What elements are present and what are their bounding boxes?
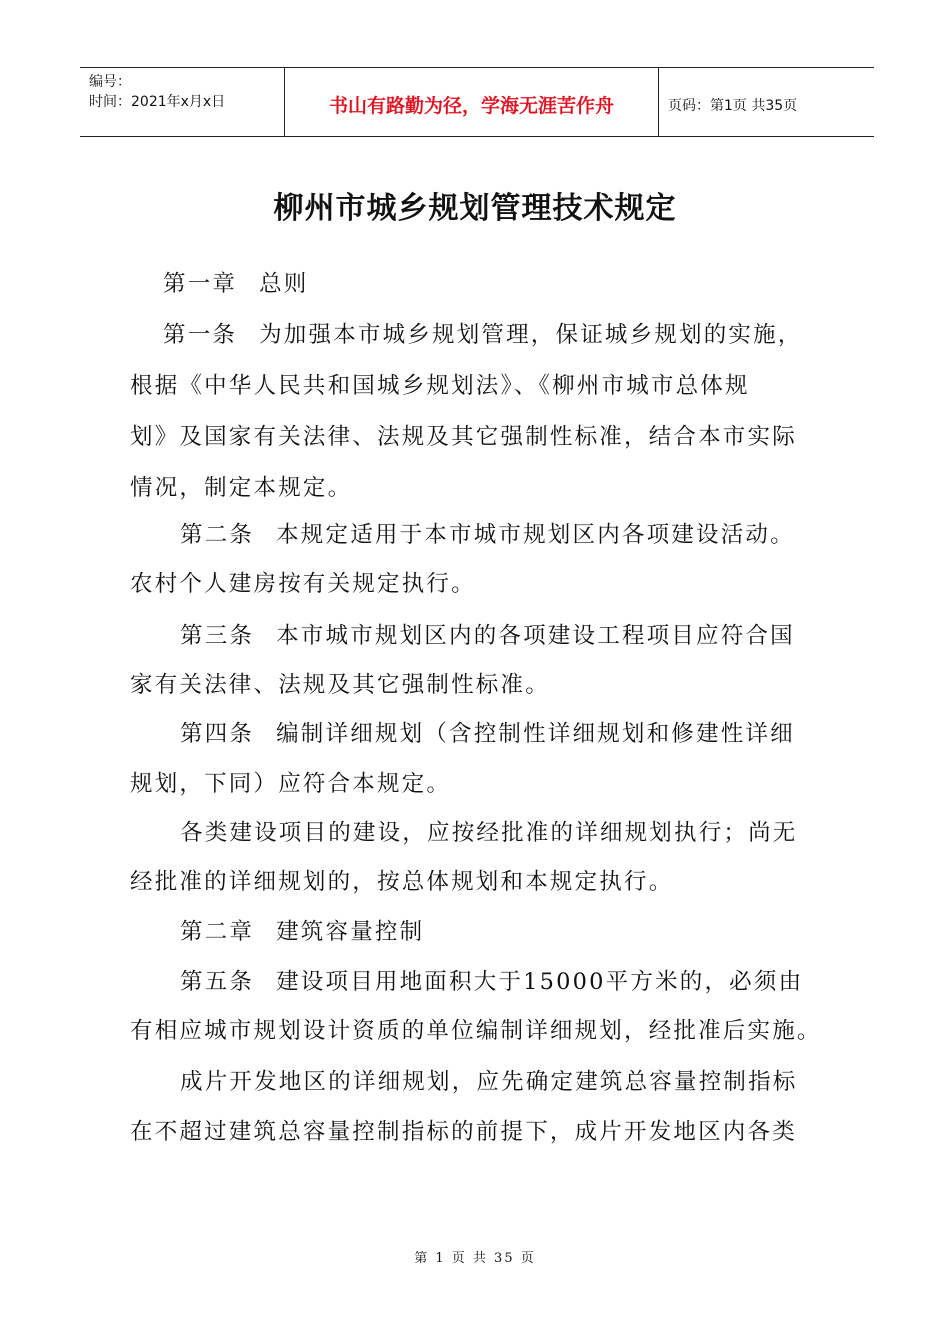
chapter-number: 第二章 xyxy=(180,919,255,945)
number-label: 编号： xyxy=(89,74,131,90)
article-label: 第三条 xyxy=(180,623,255,649)
header-meta-cell xyxy=(80,68,285,136)
page-label: 页码：第1页 共35页 xyxy=(668,98,798,114)
chapter-number: 第一章 xyxy=(163,271,238,297)
paragraph-line: 各类建设项目的建设，应按经批准的详细规划执行；尚无 xyxy=(180,820,798,846)
article-text: 本市城市规划区内的各项建设工程项目应符合国 xyxy=(276,623,795,649)
document-header xyxy=(80,67,874,137)
chapter-heading xyxy=(163,266,883,298)
chapter-heading xyxy=(180,914,900,946)
article-line: 规划，下同）应符合本规定。 xyxy=(130,771,452,797)
article-text: 为加强本市城乡规划管理，保证城乡规划的实施， xyxy=(259,322,803,348)
article-line: 划》及国家有关法律、法规及其它强制性标准，结合本市实际 xyxy=(130,424,797,450)
chapter-name: 建筑容量控制 xyxy=(276,919,425,945)
article-label: 第五条 xyxy=(180,969,255,995)
article-label: 第一条 xyxy=(163,322,238,348)
article-line xyxy=(163,317,883,349)
article-text: 编制详细规划（含控制性详细规划和修建性详细 xyxy=(276,721,795,747)
time-label: 时间：2021年x月x日 xyxy=(89,94,226,110)
article-line xyxy=(180,964,900,996)
article-line: 农村个人建房按有关规定执行。 xyxy=(130,571,476,597)
article-line: 根据《中华人民共和国城乡规划法》、《柳州市城市总体规 xyxy=(130,373,750,399)
chapter-name: 总则 xyxy=(259,271,309,297)
motto-text: 书山有路勤为径，学海无涯苦作舟 xyxy=(328,94,614,117)
article-text: 建设项目用地面积大于15000平方米的，必须由 xyxy=(276,969,804,995)
article-line: 家有关法律、法规及其它强制性标准。 xyxy=(130,672,550,698)
header-motto-cell xyxy=(285,68,659,136)
article-text: 本规定适用于本市城市规划区内各项建设活动。 xyxy=(276,522,795,548)
article-line: 情况，制定本规定。 xyxy=(130,475,353,501)
document-title: 柳州市城乡规划管理技术规定 xyxy=(273,191,677,226)
paragraph-line: 成片开发地区的详细规划，应先确定建筑总容量控制指标 xyxy=(180,1069,798,1095)
article-line xyxy=(180,618,900,650)
article-label: 第二条 xyxy=(180,522,255,548)
paragraph-line: 在不超过建筑总容量控制指标的前提下，成片开发地区内各类 xyxy=(130,1119,797,1145)
article-line xyxy=(180,716,900,748)
page-footer: 第 1 页 共 35 页 xyxy=(414,1251,536,1266)
header-page-cell xyxy=(659,68,874,136)
article-line xyxy=(180,517,900,549)
article-line: 有相应城市规划设计资质的单位编制详细规划，经批准后实施。 xyxy=(130,1018,822,1044)
paragraph-line: 经批准的详细规划的，按总体规划和本规定执行。 xyxy=(130,869,674,895)
article-label: 第四条 xyxy=(180,721,255,747)
